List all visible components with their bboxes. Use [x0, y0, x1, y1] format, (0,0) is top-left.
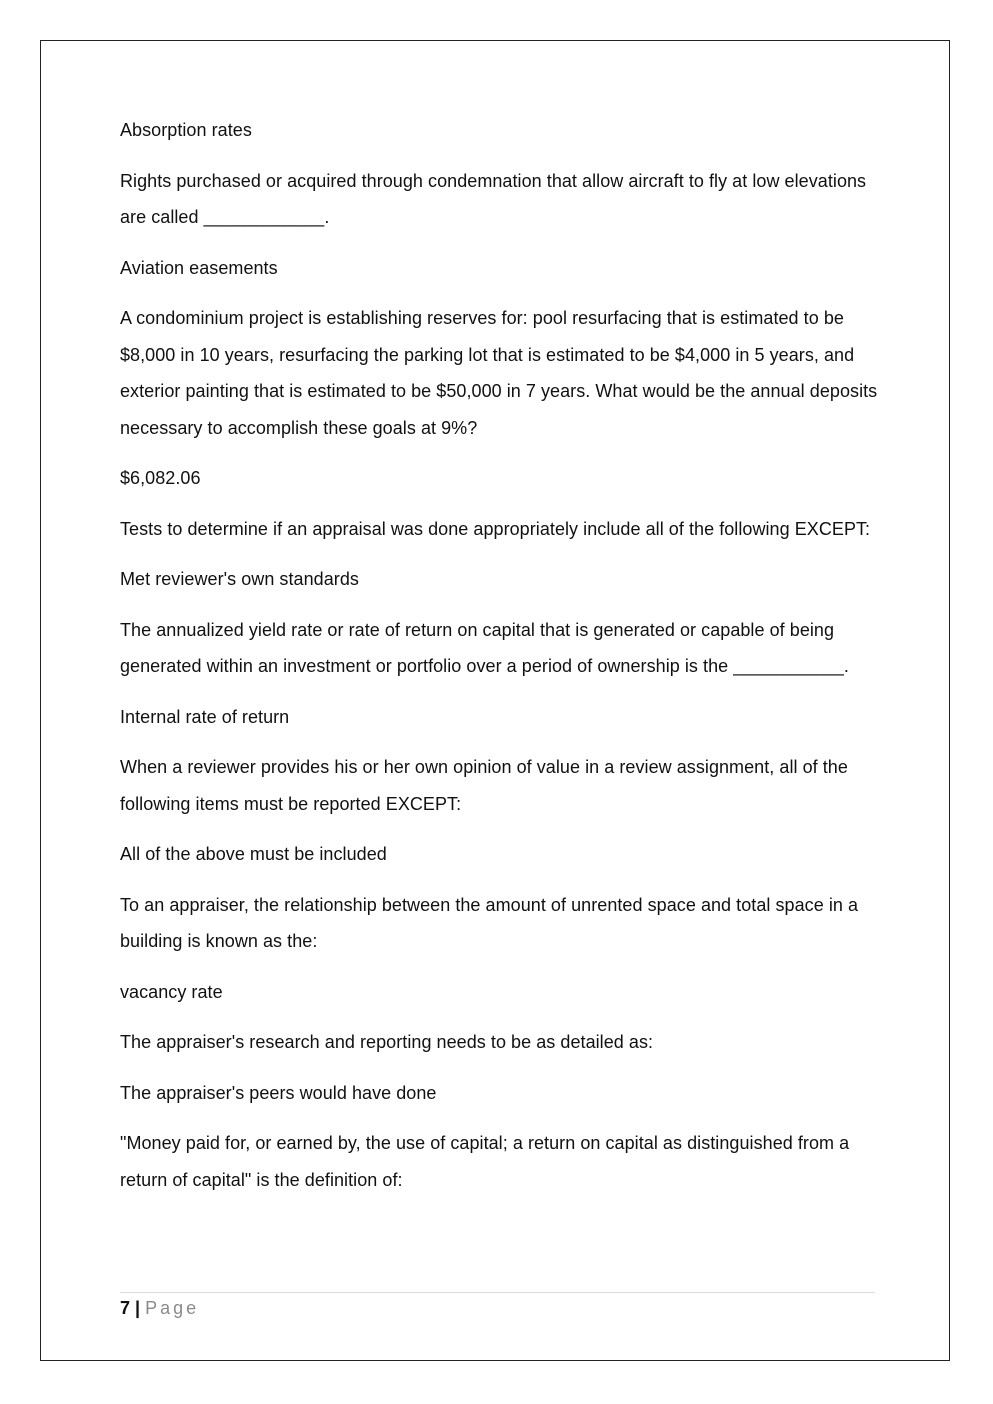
question-reviewer-opinion: When a reviewer provides his or her own opinion of value in a review assignment, all of the following items must be reported EXCEPT:	[120, 757, 848, 814]
answer-appraiser-peers: The appraiser's peers would have done	[120, 1082, 437, 1103]
document-body	[120, 112, 880, 1212]
question-research-detail: The appraiser's research and reporting needs to be as detailed as:	[120, 1032, 654, 1052]
page-number: 7	[120, 1298, 131, 1318]
question-aviation: Rights purchased or acquired through condemnation that allow aircraft to fly at low elevations are called ____________.	[120, 170, 867, 227]
answer-internal-rate-of-return: Internal rate of return	[120, 706, 290, 727]
question-condominium-reserves: A condominium project is establishing reserves for: pool resurfacing that is estimated to be $8,000 in 10 years, resurfacing the parking lot that is estimated to be $4,000 in 5 years, and exterior painting that is estimated to be $50,000 in 7 years. What would be the annual deposits necessary to accomplish these goals at 9%?	[120, 308, 878, 438]
question-yield-rate: The annualized yield rate or rate of return on capital that is generated or capable of being generated within an investment or portfolio over a period of ownership is the ___________.	[120, 619, 849, 676]
answer-aviation-easements: Aviation easements	[120, 257, 278, 278]
question-appraisal-tests: Tests to determine if an appraisal was done appropriately include all of the following EXCEPT:	[120, 518, 871, 539]
footer-divider	[120, 1292, 875, 1293]
answer-annual-deposits: $6,082.06	[120, 468, 201, 488]
page-label: Page	[145, 1298, 200, 1318]
answer-all-included: All of the above must be included	[120, 844, 387, 864]
question-unrented-space: To an appraiser, the relationship between the amount of unrented space and total space in a building is known as the:	[120, 894, 859, 951]
page-separator: |	[135, 1298, 141, 1318]
answer-absorption-rates: Absorption rates	[120, 120, 252, 140]
page-footer	[120, 1296, 199, 1320]
answer-reviewer-standards: Met reviewer's own standards	[120, 569, 359, 589]
question-money-paid-definition: "Money paid for, or earned by, the use of capital; a return on capital as distinguished from a return of capital" is the definition of:	[120, 1133, 850, 1190]
answer-vacancy-rate: vacancy rate	[120, 981, 223, 1002]
